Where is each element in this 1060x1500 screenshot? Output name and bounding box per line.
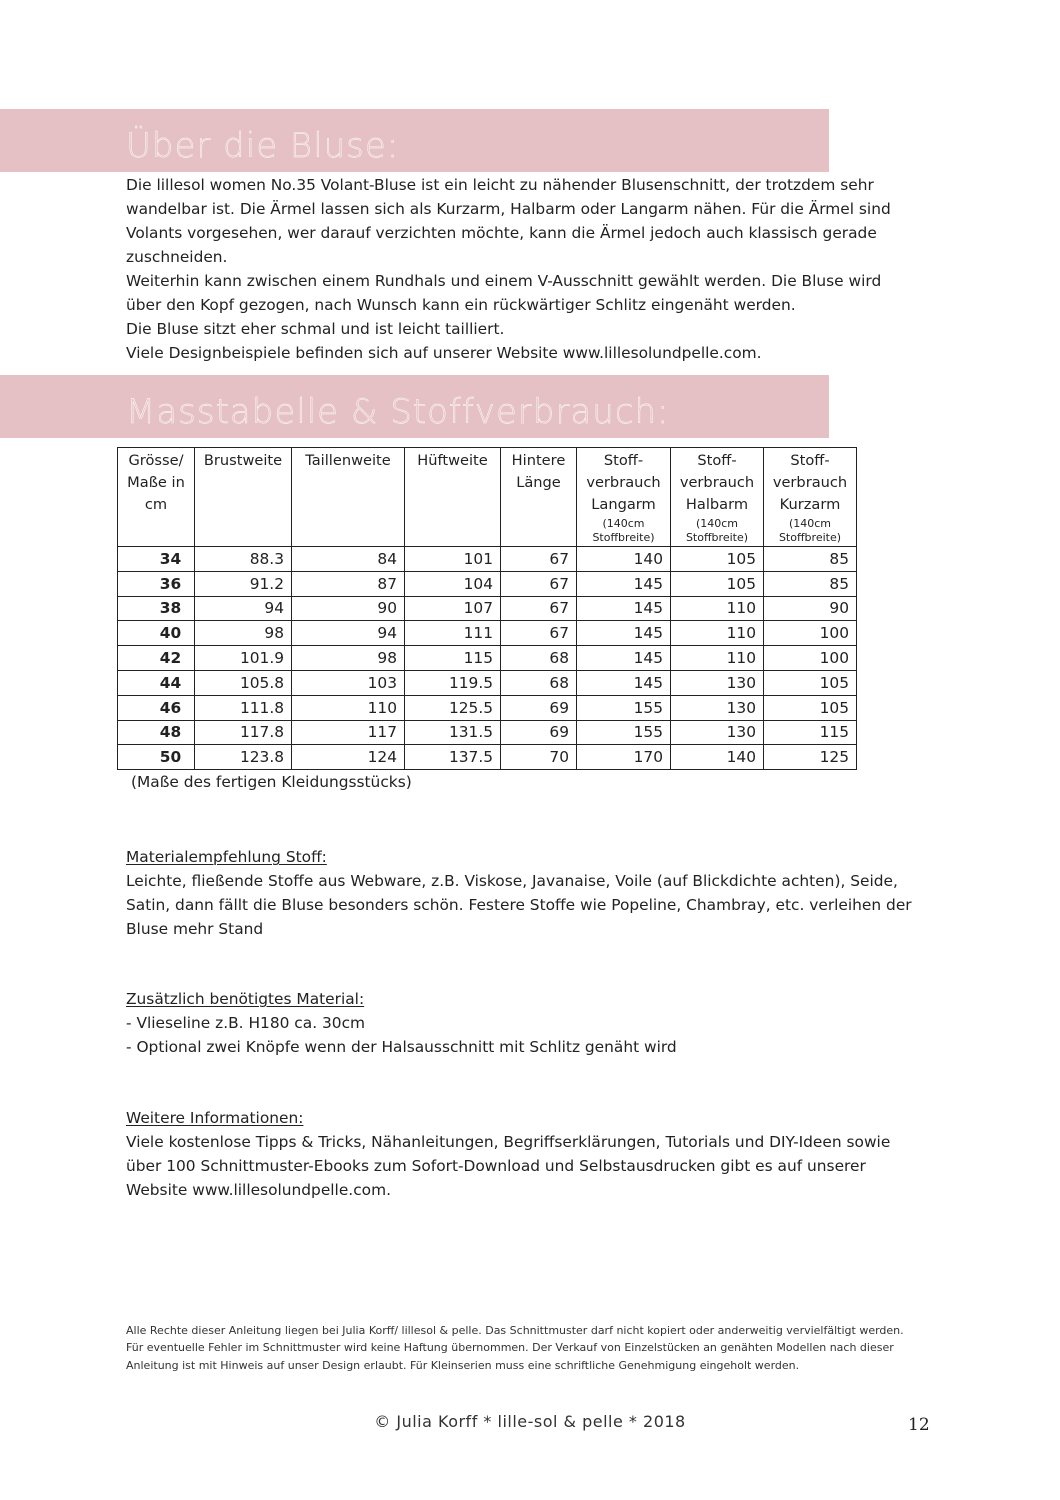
table-cell: 145 bbox=[577, 596, 671, 621]
additional-item: - Vlieseline z.B. H180 ca. 30cm bbox=[126, 1014, 366, 1032]
table-cell: 69 bbox=[501, 720, 577, 745]
table-row bbox=[118, 571, 857, 596]
table-cell: 70 bbox=[501, 745, 577, 770]
table-cell: 68 bbox=[501, 646, 577, 671]
table-cell: 105 bbox=[764, 695, 857, 720]
table-cell: 145 bbox=[577, 646, 671, 671]
more-info-text: Viele kostenlose Tipps & Tricks, Nähanleitungen, Begriffserklärungen, Tutorials und DIY-Ideen sowie über 100 Schnittmuster-Ebooks zum Sofort-Download und Selbstausdrucken gibt es auf unserer Website www.lillesolundpelle.com. bbox=[126, 1133, 891, 1199]
table-row bbox=[118, 596, 857, 621]
header-fabric-long: Stoff- verbrauch Langarm (140cm Stoffbreite) bbox=[577, 448, 671, 547]
table-cell: 111 bbox=[405, 621, 501, 646]
table-cell: 110 bbox=[292, 695, 405, 720]
table-row bbox=[118, 670, 857, 695]
material-heading: Materialempfehlung Stoff: bbox=[126, 848, 327, 866]
more-info-section bbox=[126, 1106, 916, 1202]
header-back-length: Hintere Länge bbox=[501, 448, 577, 547]
table-cell: 105.8 bbox=[195, 670, 292, 695]
table-cell: 104 bbox=[405, 571, 501, 596]
table-cell: 124 bbox=[292, 745, 405, 770]
material-section bbox=[126, 845, 916, 941]
table-cell: 125.5 bbox=[405, 695, 501, 720]
table-cell: 98 bbox=[292, 646, 405, 671]
about-paragraph: Die lillesol women No.35 Volant-Bluse ist ein leicht zu nähender Blusenschnitt, der trotzdem sehr wandelbar ist. Die Ärmel lassen sich als Kurzarm, Halbarm oder Langarm nähen. Für die Ärmel sind Volants vorgesehen, wer darauf verzichten möchte, kann die Ärmel jedoch auch klassisch gerade zuschneiden. bbox=[126, 176, 891, 266]
header-hip: Hüftweite bbox=[405, 448, 501, 547]
table-cell: 88.3 bbox=[195, 547, 292, 572]
table-cell: 110 bbox=[671, 596, 764, 621]
size-cell: 42 bbox=[118, 646, 195, 671]
size-table bbox=[117, 447, 857, 770]
table-cell: 94 bbox=[292, 621, 405, 646]
table-cell: 105 bbox=[764, 670, 857, 695]
table-cell: 170 bbox=[577, 745, 671, 770]
size-cell: 36 bbox=[118, 571, 195, 596]
table-cell: 115 bbox=[405, 646, 501, 671]
table-cell: 115 bbox=[764, 720, 857, 745]
legal-line: Alle Rechte dieser Anleitung liegen bei Julia Korff/ lillesol & pelle. Das Schnittmuster darf nicht kopiert oder anderweitig vervielfältigt werden. bbox=[126, 1324, 904, 1337]
about-paragraph: Weiterhin kann zwischen einem Rundhals und einem V-Ausschnitt gewählt werden. Die Bluse wird über den Kopf gezogen, nach Wunsch kann ein rückwärtiger Schlitz eingenäht werden. bbox=[126, 272, 882, 314]
legal-line: Anleitung ist mit Hinweis auf unser Design erlaubt. Für Kleinserien muss eine schriftliche Genehmigung eingeholt werden. bbox=[126, 1358, 800, 1372]
header-fabric-short: Stoff- verbrauch Kurzarm (140cm Stoffbreite) bbox=[764, 448, 857, 547]
additional-item: - Optional zwei Knöpfe wenn der Halsausschnitt mit Schlitz genäht wird bbox=[126, 1038, 677, 1056]
table-cell: 90 bbox=[764, 596, 857, 621]
table-cell: 140 bbox=[671, 745, 764, 770]
about-text bbox=[126, 173, 916, 365]
table-cell: 123.8 bbox=[195, 745, 292, 770]
size-cell: 40 bbox=[118, 621, 195, 646]
table-row bbox=[118, 745, 857, 770]
table-cell: 111.8 bbox=[195, 695, 292, 720]
table-cell: 103 bbox=[292, 670, 405, 695]
table-cell: 91.2 bbox=[195, 571, 292, 596]
table-cell: 117 bbox=[292, 720, 405, 745]
table-cell: 110 bbox=[671, 646, 764, 671]
table-cell: 110 bbox=[671, 621, 764, 646]
table-cell: 155 bbox=[577, 720, 671, 745]
table-cell: 130 bbox=[671, 695, 764, 720]
table-cell: 105 bbox=[671, 571, 764, 596]
section-title-about: Über die Bluse: bbox=[126, 126, 400, 166]
size-cell: 44 bbox=[118, 670, 195, 695]
table-cell: 145 bbox=[577, 670, 671, 695]
table-cell: 101.9 bbox=[195, 646, 292, 671]
table-cell: 117.8 bbox=[195, 720, 292, 745]
table-cell: 68 bbox=[501, 670, 577, 695]
size-cell: 46 bbox=[118, 695, 195, 720]
table-cell: 67 bbox=[501, 571, 577, 596]
table-row bbox=[118, 621, 857, 646]
table-cell: 125 bbox=[764, 745, 857, 770]
table-cell: 84 bbox=[292, 547, 405, 572]
size-cell: 48 bbox=[118, 720, 195, 745]
table-cell: 155 bbox=[577, 695, 671, 720]
table-row bbox=[118, 720, 857, 745]
table-cell: 100 bbox=[764, 621, 857, 646]
table-cell: 137.5 bbox=[405, 745, 501, 770]
table-cell: 130 bbox=[671, 670, 764, 695]
page-number: 12 bbox=[908, 1415, 930, 1435]
table-cell: 107 bbox=[405, 596, 501, 621]
legal-line: Für eventuelle Fehler im Schnittmuster wird keine Haftung übernommen. Der Verkauf von Einzelstücken an genähten Modellen nach dieser bbox=[126, 1341, 894, 1355]
table-cell: 101 bbox=[405, 547, 501, 572]
section-title-size-chart: Masstabelle & Stoffverbrauch: bbox=[126, 392, 670, 432]
table-cell: 67 bbox=[501, 596, 577, 621]
table-cell: 98 bbox=[195, 621, 292, 646]
table-cell: 105 bbox=[671, 547, 764, 572]
table-row bbox=[118, 646, 857, 671]
header-size: Grösse/ Maße in cm bbox=[118, 448, 195, 547]
table-cell: 69 bbox=[501, 695, 577, 720]
table-header-row bbox=[118, 448, 857, 547]
table-row bbox=[118, 695, 857, 720]
header-fabric-half: Stoff- verbrauch Halbarm (140cm Stoffbreite) bbox=[671, 448, 764, 547]
table-cell: 130 bbox=[671, 720, 764, 745]
table-cell: 145 bbox=[577, 571, 671, 596]
section-header-band bbox=[0, 109, 829, 172]
table-cell: 67 bbox=[501, 621, 577, 646]
footer-copyright: © Julia Korff * lille-sol & pelle * 2018 bbox=[374, 1412, 686, 1431]
table-cell: 87 bbox=[292, 571, 405, 596]
table-cell: 85 bbox=[764, 571, 857, 596]
additional-material-section bbox=[126, 987, 916, 1059]
size-cell: 50 bbox=[118, 745, 195, 770]
more-info-heading: Weitere Informationen: bbox=[126, 1109, 304, 1127]
table-cell: 131.5 bbox=[405, 720, 501, 745]
table-cell: 119.5 bbox=[405, 670, 501, 695]
table-cell: 94 bbox=[195, 596, 292, 621]
table-cell: 67 bbox=[501, 547, 577, 572]
table-cell: 140 bbox=[577, 547, 671, 572]
header-waist: Taillenweite bbox=[292, 448, 405, 547]
size-cell: 38 bbox=[118, 596, 195, 621]
additional-heading: Zusätzlich benötigtes Material: bbox=[126, 990, 365, 1008]
legal-notice bbox=[126, 1322, 946, 1374]
table-cell: 100 bbox=[764, 646, 857, 671]
table-note: (Maße des fertigen Kleidungsstücks) bbox=[131, 773, 412, 791]
material-text: Leichte, fließende Stoffe aus Webware, z.B. Viskose, Javanaise, Voile (auf Blickdichte achten), Seide, Satin, dann fällt die Bluse besonders schön. Festere Stoffe wie Popeline, Chambray, etc. verleihen der Bluse mehr Stand bbox=[126, 872, 912, 938]
header-bust: Brustweite bbox=[195, 448, 292, 547]
table-cell: 145 bbox=[577, 621, 671, 646]
table-cell: 85 bbox=[764, 547, 857, 572]
table-row bbox=[118, 547, 857, 572]
table-cell: 90 bbox=[292, 596, 405, 621]
about-paragraph: Viele Designbeispiele befinden sich auf unserer Website www.lillesolundpelle.com. bbox=[126, 344, 762, 362]
size-cell: 34 bbox=[118, 547, 195, 572]
about-paragraph: Die Bluse sitzt eher schmal und ist leicht tailliert. bbox=[126, 320, 505, 338]
